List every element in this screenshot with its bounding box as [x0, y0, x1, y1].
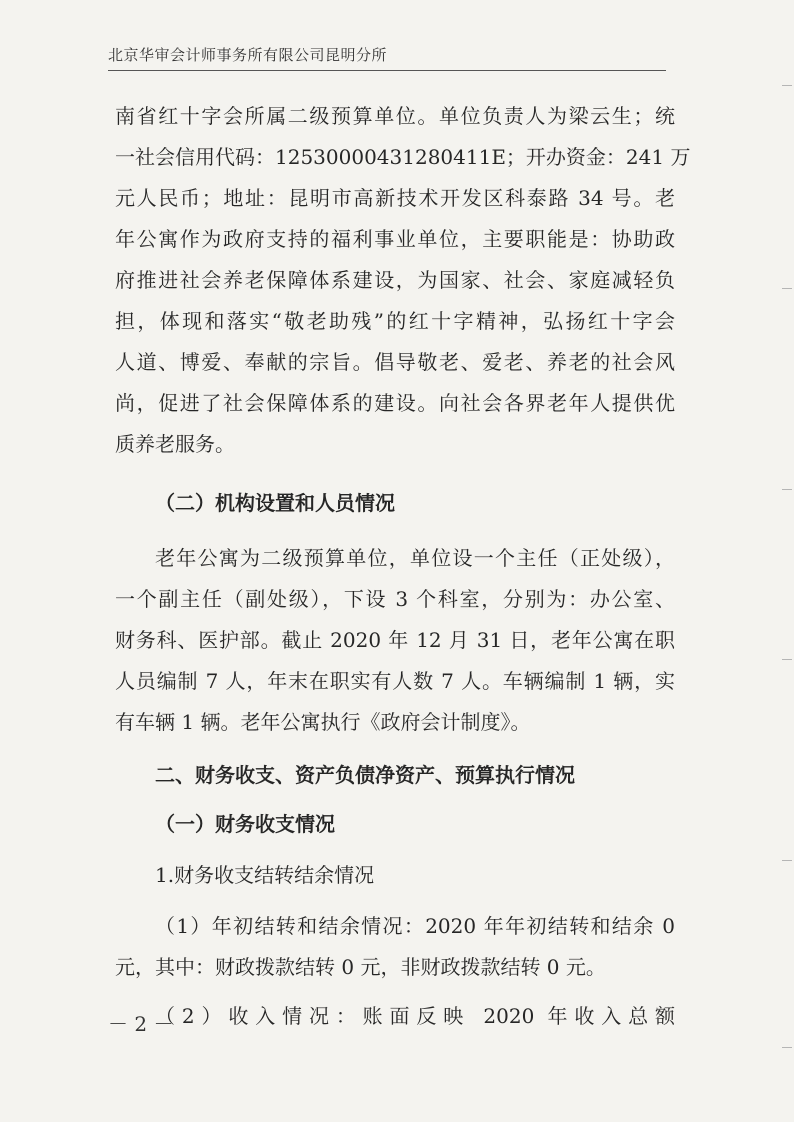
- text-line: 质养老服务。: [115, 432, 235, 456]
- text-line: 有车辆 1 辆。老年公寓执行《政府会计制度》。: [115, 710, 531, 734]
- text-line: 人道、博爱、奉献的宗旨。倡导敬老、爱老、养老的社会风: [115, 350, 675, 374]
- item-1-2-paragraph: [115, 996, 675, 1037]
- scan-edge-mark: [782, 659, 792, 660]
- text-line: 元人民币；地址：昆明市高新技术开发区科泰路 34 号。老: [115, 186, 675, 210]
- chapter-title: 二、财务收支、资产负债净资产、预算执行情况: [155, 763, 575, 787]
- page-header: 北京华审会计师事务所有限公司昆明分所: [108, 46, 388, 64]
- text-line: 尚，促进了社会保障体系的建设。向社会各界老年人提供优: [115, 391, 675, 415]
- text-line: 财务科、医护部。截止 2020 年 12 月 31 日，老年公寓在职: [115, 628, 675, 652]
- text-line: 老年公寓为二级预算单位，单位设一个主任（正处级），: [155, 546, 675, 570]
- text-line: 年公寓作为政府支持的福利事业单位，主要职能是：协助政: [115, 227, 675, 251]
- item-title: 1.财务收支结转结余情况: [155, 863, 375, 887]
- scan-edge-mark: [782, 1047, 792, 1048]
- text-line: 府推进社会养老保障体系建设，为国家、社会、家庭减轻负: [115, 268, 675, 292]
- text-line: 一社会信用代码：12530000431280411E；开办资金：241 万: [115, 145, 691, 169]
- text-line: 人员编制 7 人，年末在职实有人数 7 人。车辆编制 1 辆，实: [115, 669, 675, 693]
- scan-edge-mark: [782, 860, 792, 861]
- header-rule: [108, 70, 666, 71]
- text-line: 一个副主任（副处级），下设 3 个科室，分别为：办公室、: [115, 587, 675, 611]
- text-line: 担，体现和落实“敬老助残”的红十字精神，弘扬红十字会: [115, 309, 675, 333]
- intro-paragraph: [115, 96, 691, 465]
- section-title: （二）机构设置和人员情况: [155, 491, 395, 515]
- scan-edge-mark: [782, 288, 792, 289]
- text-line: 南省红十字会所属二级预算单位。单位负责人为梁云生；统: [115, 104, 675, 128]
- chapter-title-block: [115, 755, 675, 796]
- page-number: － 2 －: [108, 1012, 174, 1036]
- item-1-title-block: [115, 855, 675, 896]
- text-line: （1）年初结转和结余情况：2020 年年初结转和结余 0: [155, 914, 675, 938]
- scan-edge-mark: [782, 489, 792, 490]
- subsection-1-title-block: [115, 804, 675, 845]
- text-line: （2）收入情况：账面反映 2020 年收入总额: [155, 1004, 675, 1028]
- item-1-1-paragraph: [115, 906, 675, 988]
- text-line: 元，其中：财政拨款结转 0 元，非财政拨款结转 0 元。: [115, 955, 606, 979]
- section-2-title-block: [115, 483, 675, 524]
- document-body: [115, 96, 691, 1037]
- section-2-paragraph: [115, 538, 675, 743]
- scan-edge-mark: [782, 85, 792, 86]
- subsection-title: （一）财务收支情况: [155, 812, 335, 836]
